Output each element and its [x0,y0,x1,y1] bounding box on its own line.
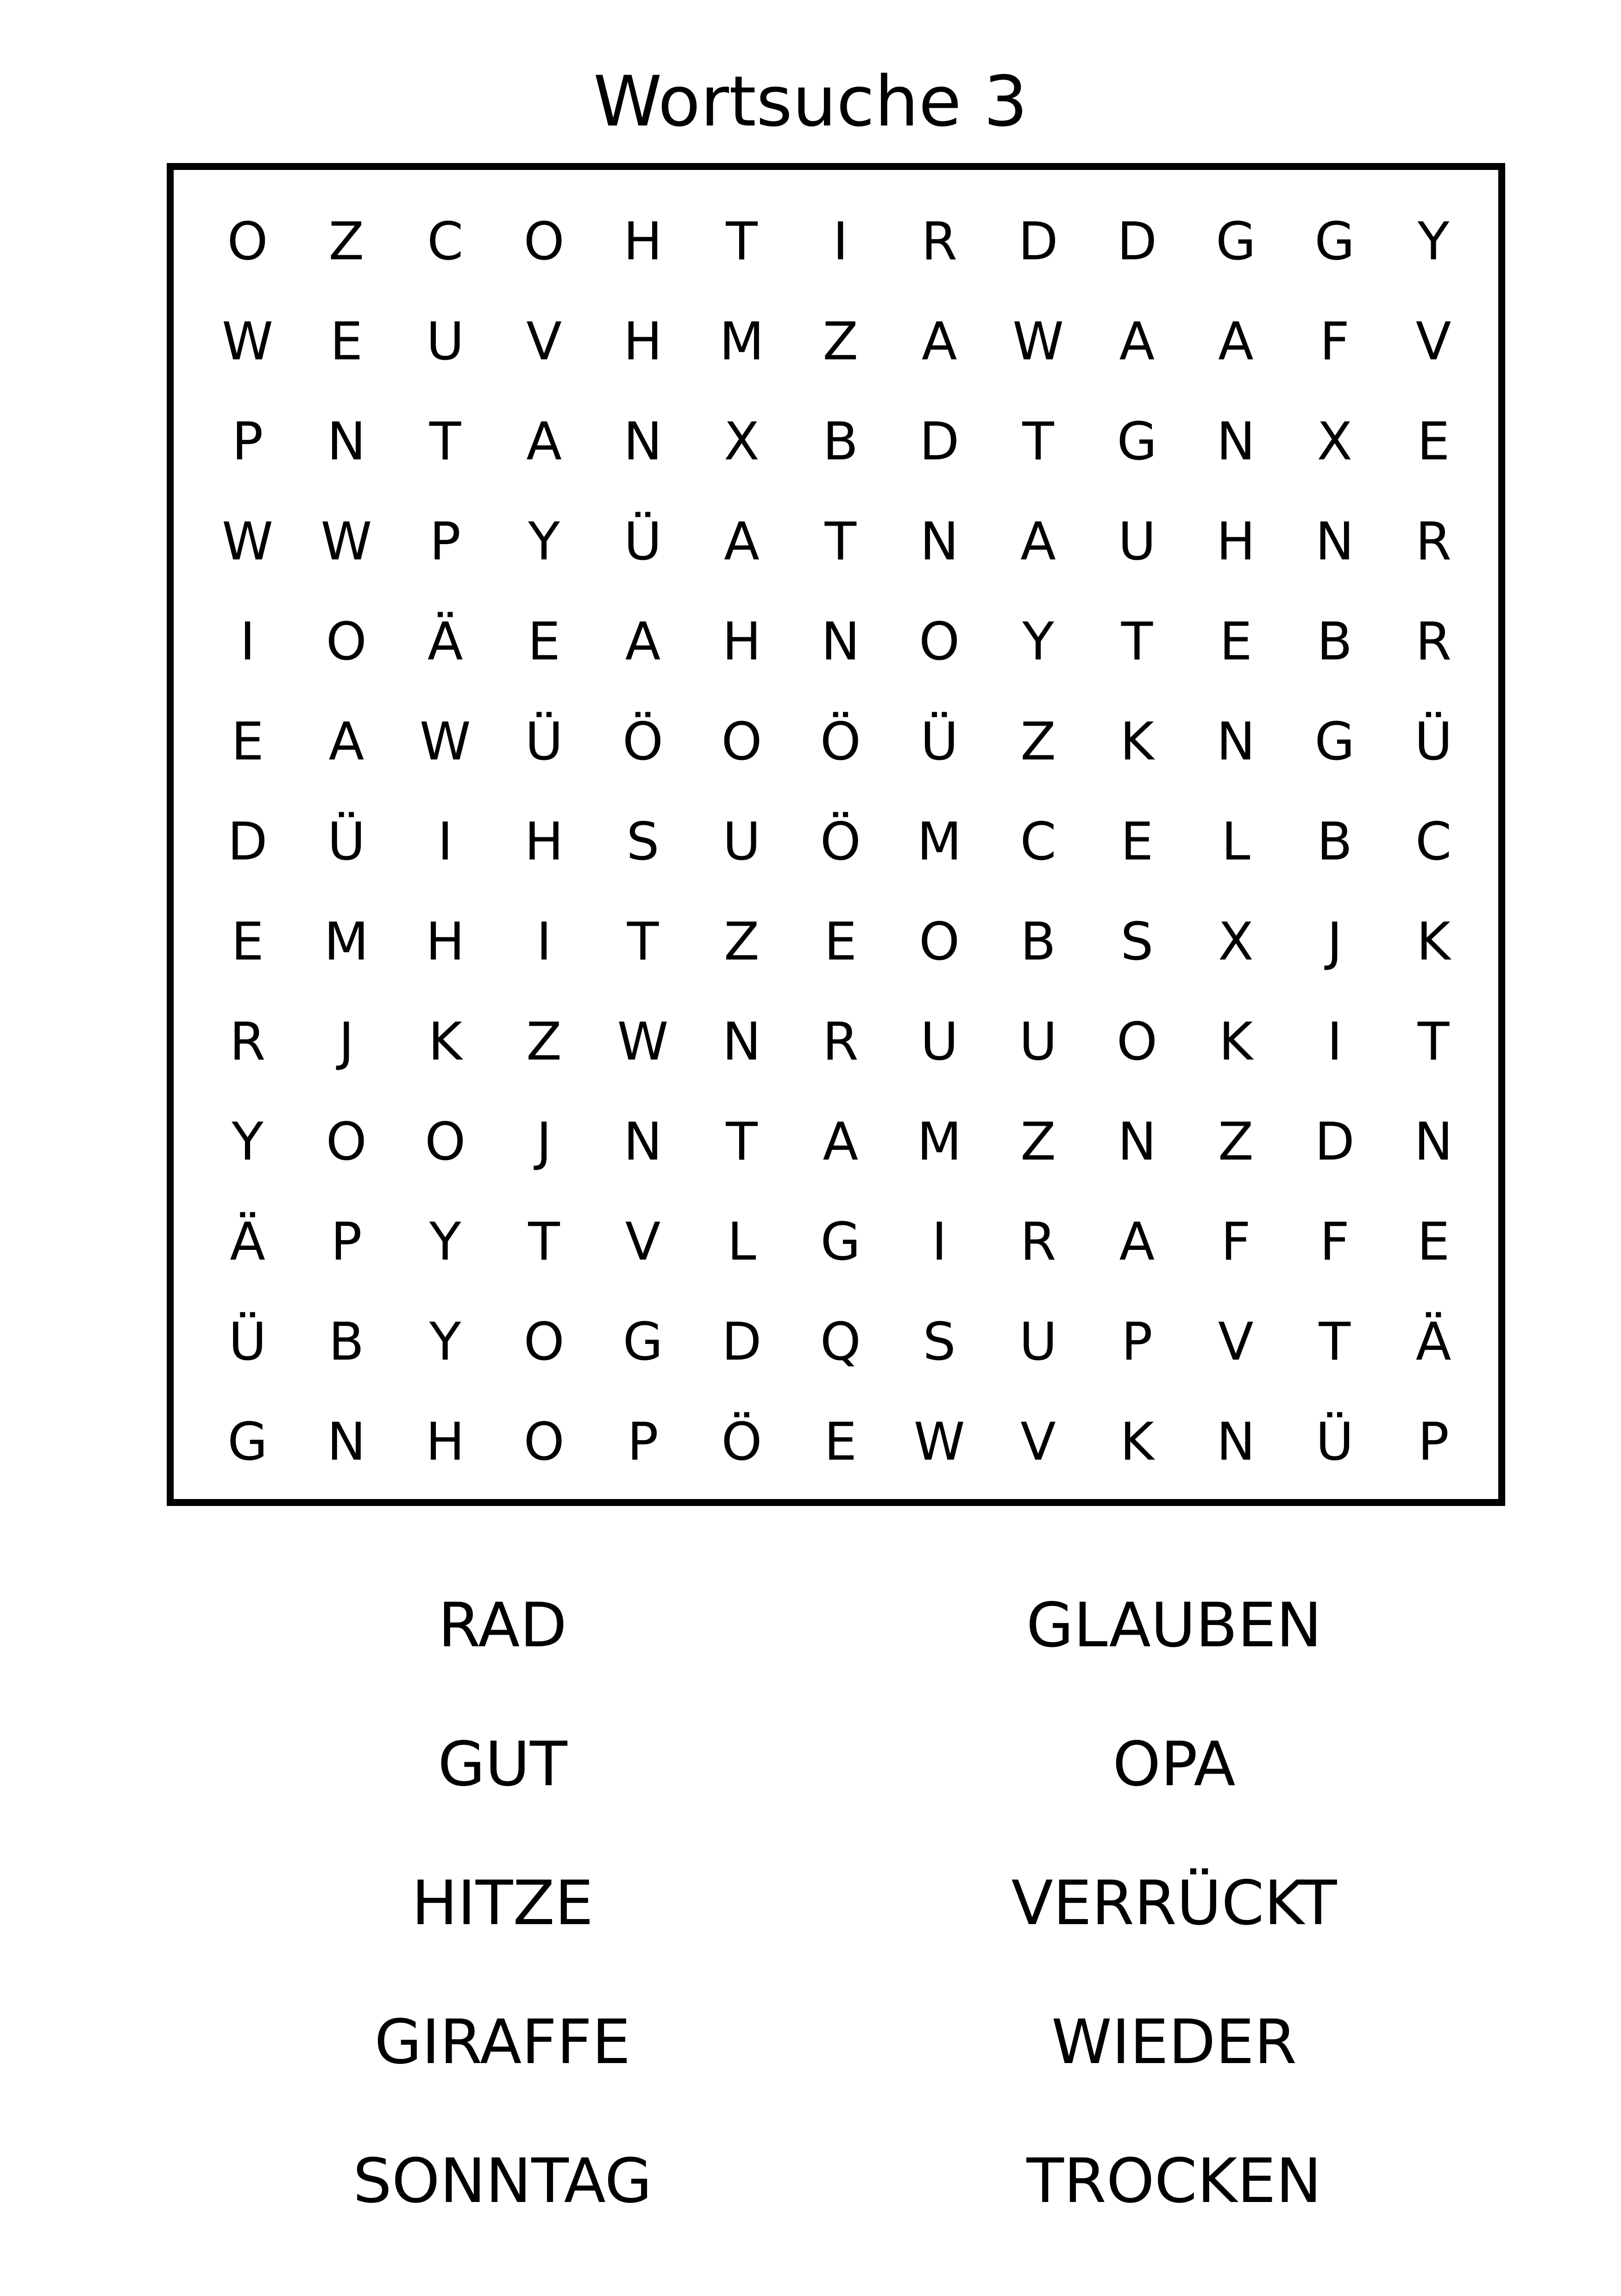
grid-cell[interactable]: K [428,1012,462,1072]
grid-cell[interactable]: Z [1218,1112,1254,1172]
grid-cell[interactable]: E [1219,612,1252,672]
grid-cell[interactable]: P [429,512,461,572]
grid-cell[interactable]: B [1317,612,1353,672]
grid-cell[interactable]: M [324,912,369,972]
grid-cell[interactable]: U [723,812,761,872]
grid-cell[interactable]: Q [820,1312,861,1372]
grid-cell[interactable]: B [328,1312,364,1372]
grid-cell[interactable]: I [536,912,552,972]
grid-cell[interactable]: O [523,1312,565,1372]
grid-cell[interactable]: R [229,1012,266,1072]
grid-cell[interactable]: J [536,1112,552,1172]
grid-cell[interactable]: M [719,312,764,372]
grid-cell[interactable]: F [1221,1212,1251,1272]
grid-cell[interactable]: A [328,712,364,772]
word-list-item: VERRÜCKT [1011,1868,1337,1939]
grid-cell[interactable]: G [227,1412,268,1472]
grid-cell[interactable]: O [523,212,565,272]
grid-cell[interactable]: R [1415,612,1452,672]
grid-cell[interactable]: Ä [1415,1312,1451,1372]
grid-cell[interactable]: O [227,212,268,272]
grid-cell[interactable]: Y [1022,612,1054,672]
grid-cell[interactable]: N [1315,512,1354,572]
grid-cell[interactable]: Ü [525,712,563,772]
grid-cell[interactable]: Ö [820,812,861,872]
grid-cell[interactable]: O [523,1412,565,1472]
grid-cell[interactable]: U [1019,1312,1057,1372]
page-title: Wortsuche 3 [593,62,1028,142]
grid-cell[interactable]: C [1020,812,1056,872]
grid-cell[interactable]: Ä [230,1212,265,1272]
grid-cell[interactable]: K [1120,1412,1154,1472]
grid-cell[interactable]: W [1012,312,1064,372]
grid-cell[interactable]: W [913,1412,965,1472]
grid-cell[interactable]: G [622,1312,663,1372]
word-list-item: WIEDER [1051,2007,1297,2078]
grid-cell[interactable]: R [1020,1212,1056,1272]
grid-cell[interactable]: U [920,1012,959,1072]
grid-cell[interactable]: S [1120,912,1154,972]
grid-cell[interactable]: E [231,712,264,772]
grid-cell[interactable]: Z [526,1012,562,1072]
grid-cell[interactable]: U [426,312,465,372]
grid-cell[interactable]: H [1216,512,1256,572]
grid-cell[interactable]: A [1119,1212,1155,1272]
grid-cell[interactable]: H [623,312,663,372]
grid-cell[interactable]: V [1020,1412,1056,1472]
grid-cell[interactable]: N [327,412,366,472]
grid-cell[interactable]: U [1019,1012,1057,1072]
grid-cell[interactable]: P [1121,1312,1153,1372]
grid-cell[interactable]: I [437,812,453,872]
grid-cell[interactable]: Ü [1315,1412,1354,1472]
grid-cell[interactable]: Ö [820,712,861,772]
grid-cell[interactable]: N [1414,1112,1453,1172]
grid-cell[interactable]: A [625,612,661,672]
grid-cell[interactable]: E [231,912,264,972]
letter-grid [207,192,1492,1492]
grid-cell[interactable]: Z [1020,712,1056,772]
word-list-item: RAD [438,1590,567,1661]
word-list-item: GUT [438,1729,567,1800]
grid-cell[interactable]: N [1216,1412,1256,1472]
grid-cell[interactable]: D [919,412,960,472]
grid-cell[interactable]: X [724,412,760,472]
grid-cell[interactable]: H [722,612,761,672]
grid-cell[interactable]: G [1314,212,1355,272]
grid-cell[interactable]: T [627,912,659,972]
grid-cell[interactable]: P [1418,1412,1449,1472]
grid-cell[interactable]: V [1415,312,1451,372]
word-list-item: OPA [1112,1729,1236,1800]
grid-cell[interactable]: N [821,612,860,672]
grid-cell[interactable]: P [627,1412,659,1472]
grid-cell[interactable]: Z [823,312,859,372]
word-list-item: TROCKEN [1026,2145,1322,2217]
grid-cell[interactable]: D [1117,212,1157,272]
grid-cell[interactable]: Z [724,912,760,972]
grid-cell[interactable]: Y [1417,212,1450,272]
grid-cell[interactable]: I [931,1212,947,1272]
grid-cell[interactable]: A [724,512,760,572]
grid-cell[interactable]: I [833,212,848,272]
word-list-left-column [248,1556,757,2251]
grid-cell[interactable]: E [330,312,363,372]
grid-cell[interactable]: H [623,212,663,272]
grid-cell[interactable]: Z [328,212,364,272]
grid-cell[interactable]: X [1317,412,1353,472]
grid-cell[interactable]: U [1118,512,1156,572]
grid-cell[interactable]: P [331,1212,362,1272]
grid-cell[interactable]: C [1415,812,1452,872]
grid-cell[interactable]: T [1022,412,1054,472]
grid-cell[interactable]: E [824,1412,857,1472]
grid-cell[interactable]: O [425,1112,466,1172]
grid-cell[interactable]: T [1417,1012,1450,1072]
grid-cell[interactable]: N [327,1412,366,1472]
grid-cell[interactable]: S [626,812,660,872]
grid-cell[interactable]: G [1215,212,1256,272]
grid-cell[interactable]: N [623,412,662,472]
word-list-item: GIRAFFE [374,2007,631,2078]
grid-cell[interactable]: N [1216,412,1256,472]
grid-cell[interactable]: T [824,512,856,572]
grid-cell[interactable]: A [1218,312,1254,372]
grid-cell[interactable]: H [426,1412,465,1472]
grid-cell[interactable]: A [1119,312,1155,372]
word-list [0,1556,1621,2251]
grid-cell[interactable]: A [526,412,562,472]
grid-cell[interactable]: O [326,1112,367,1172]
grid-cell[interactable]: G [820,1212,861,1272]
grid-cell[interactable]: E [1120,812,1154,872]
grid-cell[interactable]: I [1327,1012,1343,1072]
grid-cell[interactable]: O [326,612,367,672]
grid-cell[interactable]: Ö [622,712,664,772]
grid-cell[interactable]: Ü [920,712,959,772]
grid-cell[interactable]: C [427,212,464,272]
grid-cell[interactable]: D [722,1312,762,1372]
grid-cell[interactable]: V [526,312,562,372]
grid-cell[interactable]: Y [232,1112,264,1172]
grid-cell[interactable]: Ü [624,512,662,572]
grid-cell[interactable]: W [617,1012,669,1072]
grid-cell[interactable]: Ü [228,1312,267,1372]
grid-cell[interactable]: R [1415,512,1452,572]
grid-cell[interactable]: D [1018,212,1058,272]
grid-cell[interactable]: Y [429,1212,461,1272]
grid-cell[interactable]: Y [429,1312,461,1372]
grid-cell[interactable]: W [419,712,471,772]
grid-cell[interactable]: N [1118,1112,1156,1172]
grid-cell[interactable]: V [625,1212,661,1272]
grid-cell[interactable]: I [239,612,256,672]
grid-cell[interactable]: O [919,912,960,972]
grid-cell[interactable]: K [1219,1012,1253,1072]
grid-cell[interactable]: J [339,1012,354,1072]
grid-cell[interactable]: Ä [427,612,463,672]
grid-cell[interactable]: M [917,812,962,872]
grid-cell[interactable]: G [1117,412,1157,472]
grid-cell[interactable]: H [426,912,465,972]
grid-cell[interactable]: D [1314,1112,1355,1172]
grid-cell[interactable]: E [528,612,561,672]
grid-cell[interactable]: J [1327,912,1343,972]
grid-cell[interactable]: L [1221,812,1250,872]
word-list-item: HITZE [411,1868,594,1939]
grid-cell[interactable]: H [524,812,564,872]
grid-cell[interactable]: E [824,912,857,972]
grid-cell[interactable]: A [1020,512,1056,572]
grid-cell[interactable]: Y [528,512,560,572]
word-list-item: GLAUBEN [1026,1590,1322,1661]
grid-cell[interactable]: N [920,512,959,572]
grid-cell[interactable]: F [1319,1212,1350,1272]
grid-cell[interactable]: X [1218,912,1254,972]
grid-cell[interactable]: R [921,212,958,272]
word-list-right-column [919,1556,1429,2251]
grid-cell[interactable]: R [822,1012,859,1072]
grid-cell[interactable]: Z [1020,1112,1056,1172]
grid-cell[interactable]: T [726,212,758,272]
grid-cell[interactable]: K [1416,912,1451,972]
grid-cell[interactable]: W [222,512,273,572]
grid-cell[interactable]: M [917,1112,962,1172]
grid-cell[interactable]: E [1417,1212,1450,1272]
grid-cell[interactable]: O [1116,1012,1158,1072]
grid-cell[interactable]: A [823,1112,859,1172]
grid-cell[interactable]: V [1218,1312,1254,1372]
grid-cell[interactable]: T [429,412,461,472]
grid-cell[interactable]: D [227,812,268,872]
grid-cell[interactable]: F [1319,312,1350,372]
grid-cell[interactable]: T [528,1212,560,1272]
grid-cell[interactable]: Ö [721,1412,762,1472]
grid-cell[interactable]: S [923,1312,956,1372]
grid-cell[interactable]: O [919,612,960,672]
grid-cell[interactable]: W [320,512,372,572]
grid-cell[interactable]: B [823,412,859,472]
grid-cell[interactable]: Ü [327,812,365,872]
grid-cell[interactable]: P [232,412,264,472]
grid-cell[interactable]: B [1020,912,1056,972]
puzzle-grid-frame [167,163,1505,1506]
grid-cell[interactable]: T [1319,1312,1351,1372]
word-list-item: SONNTAG [353,2145,652,2217]
grid-cell[interactable]: E [1417,412,1450,472]
grid-cell[interactable]: G [1314,712,1355,772]
grid-cell[interactable]: B [1317,812,1353,872]
grid-cell[interactable]: W [222,312,273,372]
grid-cell[interactable]: A [921,312,957,372]
grid-cell[interactable]: K [1120,712,1154,772]
grid-cell[interactable]: O [721,712,762,772]
grid-cell[interactable]: T [726,1112,758,1172]
grid-cell[interactable]: N [722,1012,761,1072]
grid-cell[interactable]: N [623,1112,662,1172]
grid-cell[interactable]: N [1216,712,1256,772]
grid-cell[interactable]: T [1121,612,1153,672]
grid-cell[interactable]: Ü [1414,712,1453,772]
grid-cell[interactable]: L [727,1212,756,1272]
